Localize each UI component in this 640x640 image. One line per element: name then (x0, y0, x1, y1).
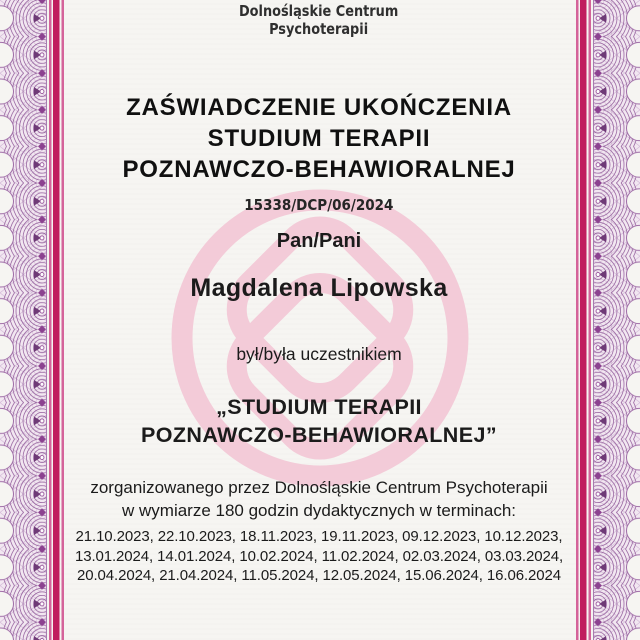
course-dates (68, 527, 570, 586)
certificate-content (68, 0, 570, 640)
organizer-line1: zorganizowanego przez Dolnośląskie Centrum Psychoterapii (90, 478, 548, 497)
border-stripes-left (49, 0, 64, 640)
course-name-line1: „STUDIUM TERAPII (216, 395, 422, 419)
border-stripes-right (576, 0, 591, 640)
guilloche-border-left-icon (0, 0, 47, 640)
organizer-text (68, 477, 570, 522)
certificate-title-line1: ZAŚWIADCZENIE UKOŃCZENIA (126, 94, 512, 121)
dates-line1: 21.10.2023, 22.10.2023, 18.11.2023, 19.11.2023, 09.12.2023, 10.12.2023, (75, 528, 563, 545)
dates-line3: 20.04.2024, 21.04.2024, 11.05.2024, 12.05.2024, 15.06.2024, 16.06.2024 (76, 567, 561, 584)
issuer-line1: Dolnośląskie Centrum (239, 2, 399, 20)
recipient-name: Magdalena Lipowska (190, 274, 448, 302)
guilloche-border-right-icon (593, 0, 640, 640)
course-name-line2: POZNAWCZO-BEHAWIORALNEJ” (141, 423, 497, 447)
dates-line2: 13.01.2024, 14.01.2024, 10.02.2024, 11.02.2024, 02.03.2024, 03.03.2024, (74, 547, 564, 565)
course-name (68, 393, 570, 449)
certificate-title (68, 92, 570, 185)
certificate-title-line3: POZNAWCZO-BEHAWIORALNEJ (122, 156, 516, 183)
issuer-line2: Psychoterapii (269, 20, 369, 38)
salutation: Pan/Pani (276, 230, 362, 252)
participation-text: był/była uczestnikiem (236, 344, 402, 364)
certificate-title-line2: STUDIUM TERAPII (207, 125, 431, 152)
issuer-header (68, 2, 570, 38)
certificate-number: 15338/DCP/06/2024 (244, 196, 394, 214)
organizer-line2: w wymiarze 180 godzin dydaktycznych w terminach: (122, 500, 516, 520)
